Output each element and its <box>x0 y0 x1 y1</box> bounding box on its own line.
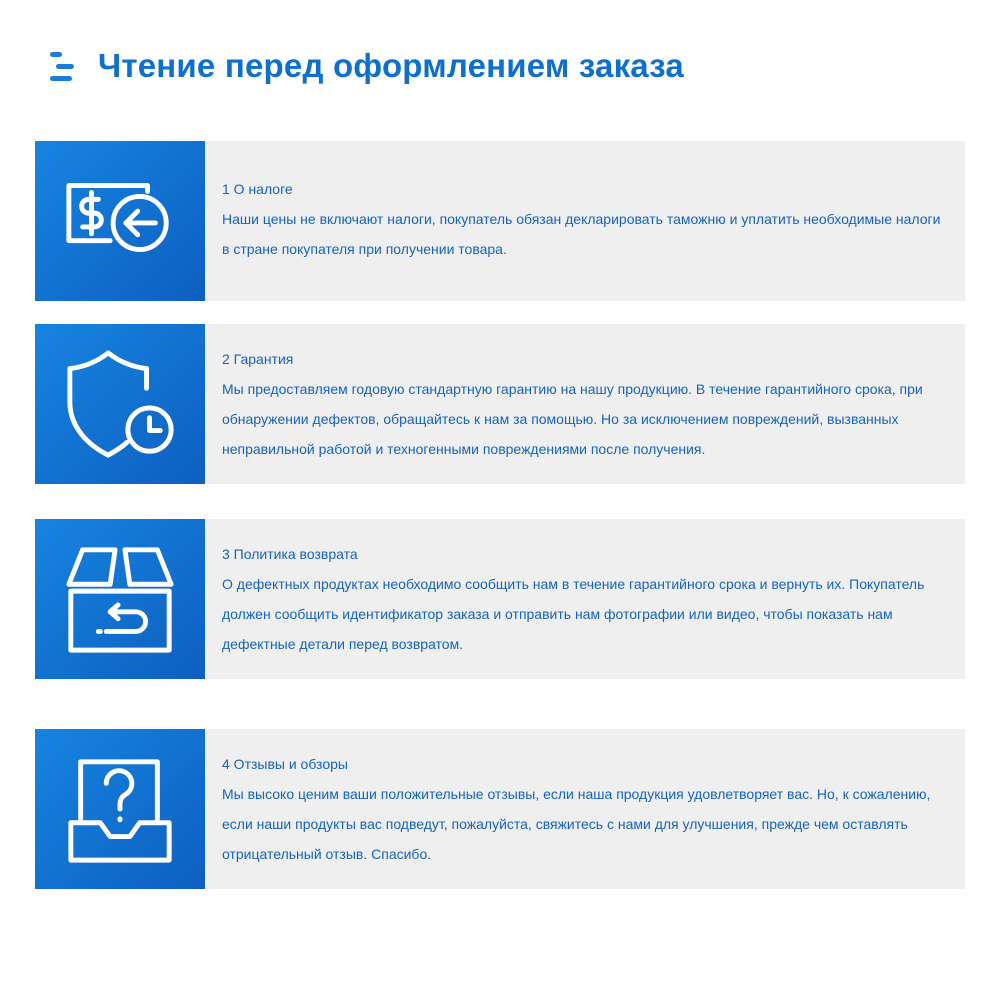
page-title: Чтение перед оформлением заказа <box>98 47 684 84</box>
card-title: 4 Отзывы и обзоры <box>222 756 348 772</box>
tax-refund-icon <box>35 141 205 301</box>
info-card-return-policy <box>35 519 965 679</box>
card-body: Мы высоко ценим ваши положительные отзывы, если наша продукция удовлетворяет вас. Но, к сожалению, если наши продукты вас подведут, пожалуйста, свяжитесь с нами для улучшения, прежде чем оставлять отрицательный отзыв. Спасибо. <box>222 786 931 862</box>
card-body: Мы предоставляем годовую стандартную гарантию на нашу продукцию. В течение гарантийного срока, при обнаружении дефектов, обращайтесь к нам за помощью. Но за исключением повреждений, вызванных неправильной работой и техногенными повреждениями после получения. <box>222 381 923 457</box>
warranty-shield-clock-icon <box>35 324 205 484</box>
return-box-icon <box>35 519 205 679</box>
question-inbox-icon <box>35 729 205 889</box>
card-body: О дефектных продуктах необходимо сообщить нам в течение гарантийного срока и вернуть их. Покупатель должен сообщить идентификатор заказа и отправить нам фотографии или видео, чтобы показать нам дефектные детали перед возвратом. <box>222 576 925 652</box>
menu-icon <box>48 49 78 83</box>
card-title: 3 Политика возврата <box>222 546 358 562</box>
info-card-warranty <box>35 324 965 484</box>
card-body: Наши цены не включают налоги, покупатель обязан декларировать таможню и уплатить необходимые налоги в стране покупателя при получении товара. <box>222 211 941 257</box>
page-header <box>48 44 684 88</box>
info-card-reviews <box>35 729 965 889</box>
card-title: 1 О налоге <box>222 181 293 197</box>
card-title: 2 Гарантия <box>222 351 294 367</box>
info-card-tax <box>35 141 965 301</box>
